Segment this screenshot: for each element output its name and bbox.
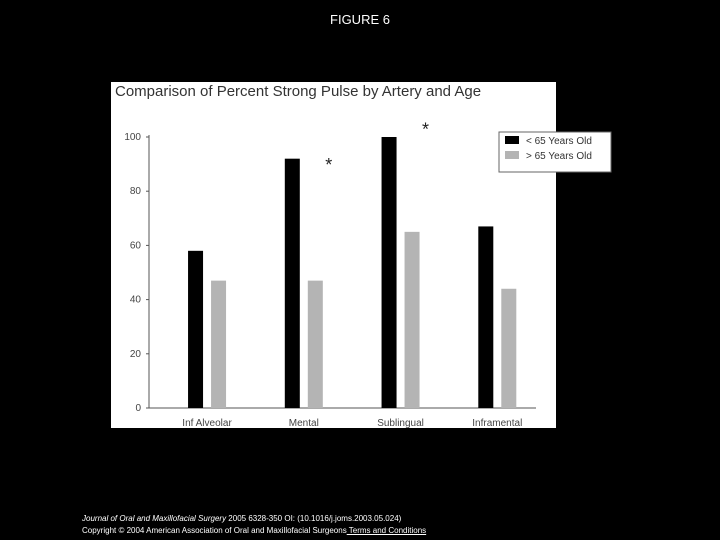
copyright-text: Copyright © 2004 American Association of Oral and Maxillofacial Surgeons [82, 526, 347, 535]
figure-title: FIGURE 6 [330, 12, 390, 27]
bar [211, 281, 226, 408]
bar [501, 289, 516, 408]
bar [382, 137, 397, 408]
x-tick-label: Inf Alveolar [182, 418, 232, 429]
chart-panel [111, 82, 592, 429]
terms-link[interactable]: Terms and Conditions [346, 526, 427, 535]
journal-name: Journal of Oral and Maxillofacial Surgery [82, 514, 227, 523]
citation-footer [82, 513, 426, 537]
bar [308, 281, 323, 408]
bar-chart [111, 82, 592, 429]
legend-swatch [505, 151, 519, 159]
significance-marker: * [325, 154, 333, 175]
bar [405, 232, 420, 408]
x-tick-label: Sublingual [377, 418, 424, 429]
y-tick-label: 60 [129, 240, 141, 252]
y-tick-label: 0 [135, 403, 141, 414]
legend-label: > 65 Years Old [526, 151, 592, 162]
chart-title: Comparison of Percent Strong Pulse by Artery and Age [115, 83, 482, 100]
significance-marker: * [422, 119, 430, 140]
y-tick-label: 20 [129, 348, 141, 360]
legend-swatch [505, 136, 519, 144]
x-tick-label: Mental [288, 418, 319, 429]
citation-text: 2005 6328-350 OI: (10.1016/j.joms.2003.05.024) [226, 514, 402, 523]
bar [285, 159, 300, 408]
y-tick-label: 100 [124, 132, 141, 143]
bar [478, 226, 493, 408]
y-tick-label: 80 [129, 186, 141, 198]
bar [188, 251, 203, 408]
x-tick-label: Inframental [472, 418, 523, 429]
legend-label: < 65 Years Old [526, 136, 592, 147]
y-tick-label: 40 [129, 294, 141, 306]
